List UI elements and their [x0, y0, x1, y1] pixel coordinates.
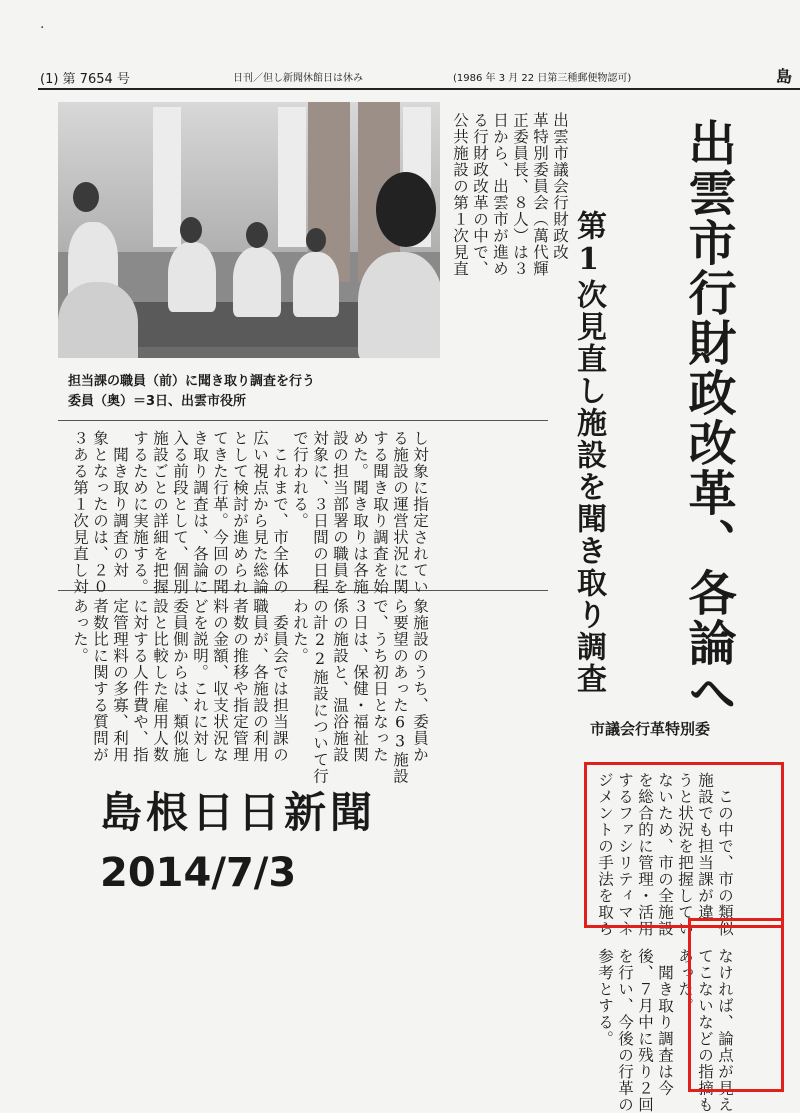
- byline: 市議会行革特別委: [590, 720, 711, 738]
- article-row-1: し対象に指定されてい る施設の運営状況に関 する聞き取り調査を始 めた。聞き取りは各施 設の担当部署の職員を 対象に、３日間の日程 で行われる。 これまで、市全体の 広い視点から見た総論 として検討が進められ てきた行革。今回の聞 き取り調査は、各論に 入る前段として、個別 施設ごとの詳細を把握 するために実施する。 聞き取り調査の対 象となったのは、２０ ３ある第１次見直し対: [71, 430, 429, 595]
- highlight-box-lower: [688, 918, 784, 1092]
- masthead-edge: 島: [775, 67, 792, 86]
- caption-line-2: 委員（奥）＝3日、出雲市役所: [68, 394, 247, 409]
- article-right-lower: なければ、論点が見え てこないなどの指摘も あった。 聞き取り調査は今 後、７月中に残り２回 を行い、今後の行革の 参考とする。: [596, 948, 734, 1113]
- article-right-upper: この中で、市の類似 施設でも担当課が違 うと状況を把握してい ないため、市の全施設 を総合的に管理・活用 するファシリティマネ ジメントの手法を取ら: [596, 772, 734, 937]
- header-rule: [38, 88, 800, 90]
- issue-number: (1) 第 7654 号: [40, 72, 130, 87]
- meeting-photo: [58, 102, 440, 358]
- publication-note: 日刊／但し新聞休館日は休み: [233, 73, 363, 84]
- scan-mark: ·: [40, 20, 45, 36]
- article-row-2: 象施設のうち、委員か ら要望のあった63施設 で、うち初日となった ３日は、保健・福祉関 係の施設と、温浴施設 の計22施設について行 われた。 委員会では担当課の 職員が、各施設の利用 者数の推移や指定管理 料の金額、収支状況な どを説明。これに対し 委員側からは、類似施 設と比較した雇用人数 に対する人件費や、指 定管理料の多寡、利用 者数比に関する質問が あった。: [71, 598, 429, 785]
- postal-permit: (1986 年 3 月 22 日第三種郵便物認可): [453, 73, 632, 84]
- page-header: [18, 67, 792, 88]
- clipping-date: 2014/7/3: [100, 850, 297, 896]
- caption-line-1: 担当課の職員（前）に聞き取り調査を行う: [68, 374, 316, 389]
- newspaper-name: 島根日日新聞: [100, 788, 377, 837]
- headline: 出雲市行財政改革、各論へ: [680, 118, 736, 718]
- subheadline: 第1次見直し施設を聞き取り調査: [571, 210, 606, 695]
- column-rule: [58, 420, 548, 421]
- highlight-box-upper: [584, 762, 784, 928]
- article-lead: 出雲市議会行財政改 革特別委員会（萬代輝 正委員長、８人）は３ 日から、出雲市が進め る行財政改革の中で、 公共施設の第１次見直: [451, 112, 569, 277]
- photo-caption: [68, 372, 315, 412]
